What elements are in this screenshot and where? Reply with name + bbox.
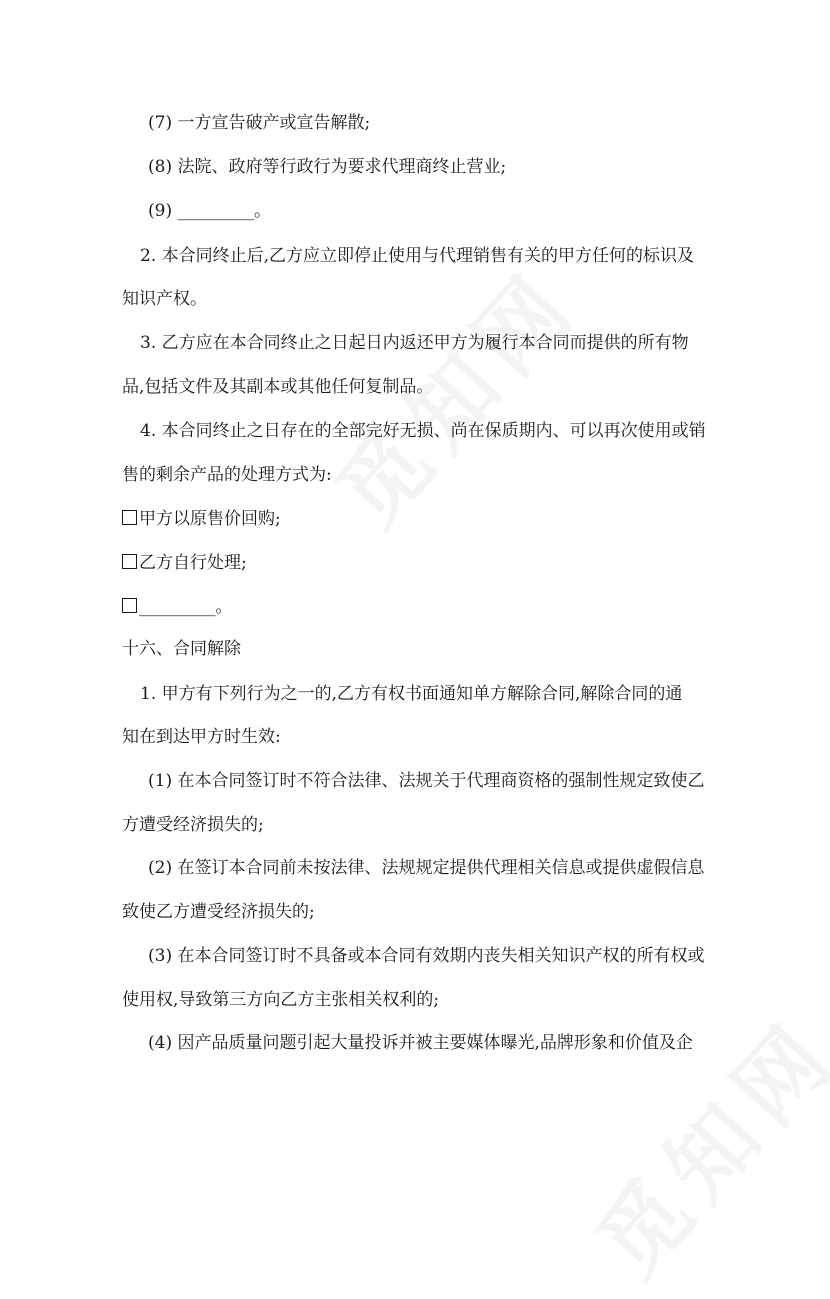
option-repurchase-label: 甲方以原售价回购; (139, 509, 281, 529)
item-2-line-1: (2) 在签订本合同前未按法律、法规规定提供代理相关信息或提供虚假信息 (148, 858, 705, 878)
item-4-line-1: (4) 因产品质量问题引起大量投诉并被主要媒体曝光,品牌形象和价值及企 (148, 1033, 693, 1053)
para-1-line-2: 知在到达甲方时生效: (122, 727, 281, 747)
checkbox-repurchase[interactable] (122, 510, 137, 525)
item-1-line-1: (1) 在本合同签订时不符合法律、法规关于代理商资格的强制性规定致使乙 (148, 771, 705, 791)
checkbox-self-handle[interactable] (122, 554, 137, 569)
clause-8: (8) 法院、政府等行政行为要求代理商终止营业; (148, 157, 507, 177)
item-2-line-2: 致使乙方遭受经济损失的; (122, 902, 315, 922)
para-4-line-1: 4. 本合同终止之日存在的全部完好无损、尚在保质期内、可以再次使用或销 (140, 421, 706, 441)
item-3-line-1: (3) 在本合同签订时不具备或本合同有效期内丧失相关知识产权的所有权或 (148, 946, 705, 966)
item-1-line-2: 方遭受经济损失的; (122, 815, 264, 835)
checkbox-other[interactable] (122, 598, 137, 613)
para-4-line-2: 售的剩余产品的处理方式为: (122, 465, 332, 485)
para-3-line-2: 品,包括文件及其副本或其他任何复制品。 (122, 377, 434, 397)
option-other (122, 596, 233, 618)
option-self-handle (122, 552, 247, 574)
option-self-handle-label: 乙方自行处理; (139, 553, 247, 573)
para-2-line-2: 知识产权。 (122, 289, 207, 309)
clause-7: (7) 一方宣告破产或宣告解散; (148, 113, 371, 133)
clause-9: (9) _________。 (148, 201, 271, 221)
para-2-line-1: 2. 本合同终止后,乙方应立即停止使用与代理销售有关的甲方任何的标识及 (140, 246, 695, 266)
para-1-line-1: 1. 甲方有下列行为之一的,乙方有权书面通知单方解除合同,解除合同的通 (140, 684, 683, 704)
para-3-line-1: 3. 乙方应在本合同终止之日起日内返还甲方为履行本合同而提供的所有物 (140, 333, 689, 353)
option-repurchase (122, 508, 281, 530)
section-heading: 十六、合同解除 (122, 639, 241, 659)
item-3-line-2: 使用权,导致第三方向乙方主张相关权利的; (122, 990, 440, 1010)
option-other-label: _________。 (139, 597, 233, 617)
